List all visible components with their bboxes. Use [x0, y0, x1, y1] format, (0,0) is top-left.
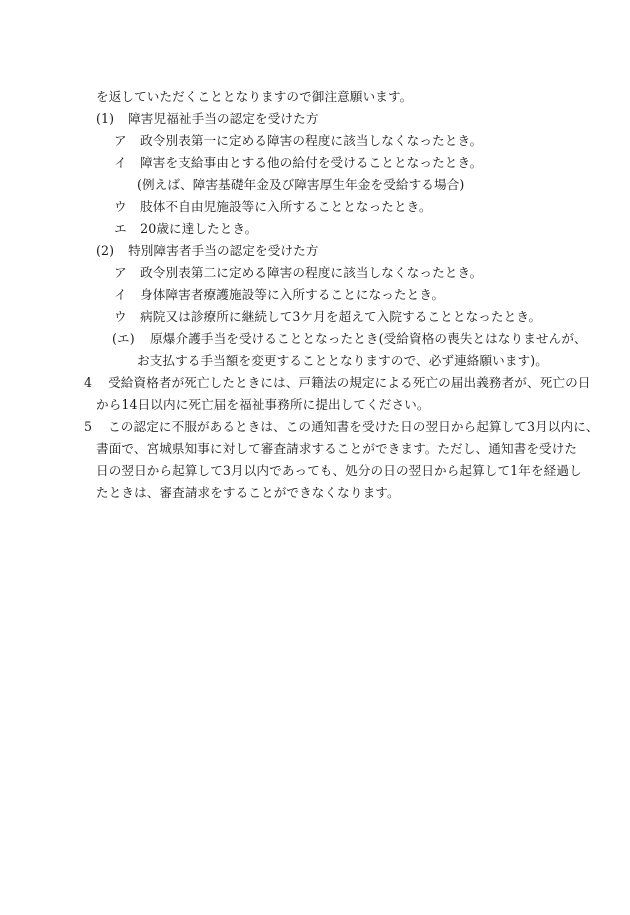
line-text: たときは、審査請求をすることができなくなります。 — [96, 485, 400, 500]
item-marker: エ — [114, 221, 127, 236]
item-marker: ウ — [114, 309, 127, 324]
line-text: 日の翌日から起算して3月以内であっても、処分の日の翌日から起算して1年を経過し — [96, 463, 582, 478]
line-text: 書面で、宮城県知事に対して審査請求することができます。ただし、通知書を受けた — [96, 441, 578, 456]
list-item — [112, 328, 587, 350]
item-marker: ア — [114, 133, 127, 148]
line-text: 肢体不自由児施設等に入所することとなったとき。 — [140, 199, 432, 214]
list-item — [114, 152, 482, 174]
item-marker: イ — [114, 287, 127, 302]
item-marker: ア — [114, 265, 127, 280]
line-text: 20歳に達したとき。 — [140, 221, 258, 236]
paragraph-continuation-line — [96, 438, 577, 460]
item-number: (1) — [96, 111, 115, 126]
line-text: から14日以内に死亡届を福祉事務所に提出してください。 — [96, 397, 430, 412]
line-text: 身体障害者療護施設等に入所することになったとき。 — [140, 287, 445, 302]
list-item — [114, 130, 482, 152]
line-text: を返していただくこととなりますので御注意願います。 — [96, 89, 413, 104]
item-marker: イ — [114, 155, 127, 170]
numbered-paragraph — [84, 372, 590, 394]
line-text: 病院又は診療所に継続して3ケ月を超えて入院することとなったとき。 — [140, 309, 542, 324]
paragraph-number: 5 — [84, 419, 93, 434]
line-text: この認定に不服があるときは、この通知書を受けた日の翌日から起算して3月以内に、 — [108, 419, 599, 434]
paragraph-continuation-line — [96, 394, 430, 416]
item-marker: (エ) — [112, 331, 135, 346]
list-item — [114, 196, 432, 218]
line-text: 障害を支給事由とする他の給付を受けることとなったとき。 — [140, 155, 483, 170]
line-text: 政令別表第一に定める障害の程度に該当しなくなったとき。 — [140, 133, 483, 148]
section-1-heading — [96, 108, 319, 130]
list-item — [114, 218, 257, 240]
line-text: 特別障害者手当の認定を受けた方 — [128, 243, 319, 258]
paragraph-continuation-line — [96, 482, 400, 504]
item-number: (2) — [96, 243, 115, 258]
line-text: 原爆介護手当を受けることとなったとき(受給資格の喪失とはなりませんが、 — [150, 331, 587, 346]
section-2-heading — [96, 240, 319, 262]
list-item — [114, 306, 541, 328]
paragraph-continuation-line — [96, 460, 582, 482]
list-item — [114, 284, 444, 306]
line-text: (例えば、障害基礎年金及び障害厚生年金を受給する場合) — [137, 177, 465, 192]
paragraph-number: 4 — [84, 375, 93, 390]
line-text: お支払する手当額を変更することとなりますので、必ず連絡願います)。 — [137, 353, 548, 368]
example-note — [137, 174, 464, 196]
line-text: 政令別表第二に定める障害の程度に該当しなくなったとき。 — [140, 265, 483, 280]
paragraph-continuation-line — [96, 86, 412, 108]
list-item — [114, 262, 482, 284]
line-text: 受給資格者が死亡したときには、戸籍法の規定による死亡の届出義務者が、死亡の日 — [108, 375, 591, 390]
line-text: 障害児福祉手当の認定を受けた方 — [128, 111, 319, 126]
list-item-continuation — [137, 350, 548, 372]
numbered-paragraph — [84, 416, 599, 438]
item-marker: ウ — [114, 199, 127, 214]
